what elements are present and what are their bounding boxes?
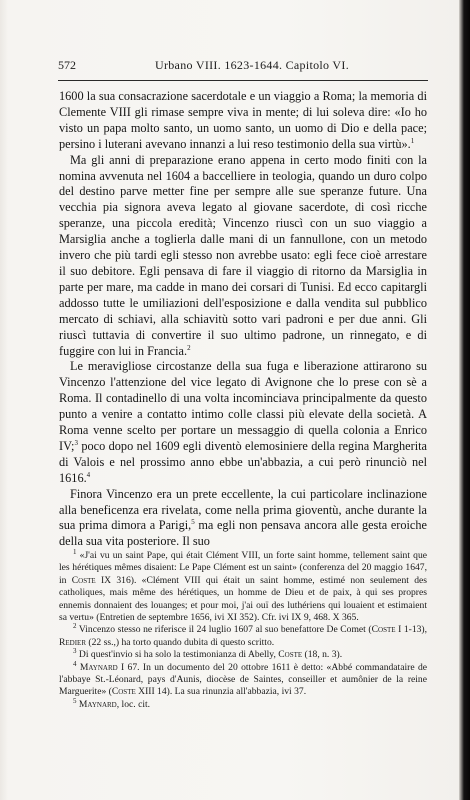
citation-author: Coste xyxy=(71,574,96,586)
paragraph-3-text-b: poco dopo nel 1609 egli diventò elemosiniere della regina Margherita di Valois e nel prossimo anno ebbe un'abbazia, a cui però rinunciò nel 1616. xyxy=(59,438,427,485)
body-text xyxy=(59,89,427,550)
paragraph-3-text-a: Le meravigliose circostanze della sua fuga e liberazione attirarono su Vincenzo l'attenzione del vice legato di Avignone che lo prese con sè a Roma. Il contadinello di una volta incominciava principalmente da questo punto a venire a contatto intimo colle classi più elevate della società. A Roma venne scelto per portare un messaggio di quella colonia a Enrico IV; xyxy=(59,359,427,453)
book-spine-edge xyxy=(459,0,470,800)
paragraph-4 xyxy=(59,487,427,551)
footnote-text: XIII 14). La sua rinunzia all'abbazia, ivi 37. xyxy=(135,686,307,698)
citation-author: Coste xyxy=(371,624,396,636)
footnote-text: Vincenzo stesso ne riferisce il 24 luglio 1607 al suo benefattore De Comet ( xyxy=(76,624,372,636)
footnote-number: 4 xyxy=(73,659,77,668)
paragraph-1 xyxy=(59,89,427,153)
footnote-text: IX 316). «Clément VIII qui était un saint homme, estimé non seulement des catholiques, mais même des hérétiques, un homme de Dieu et de paix, à qui ses propres ennemis donnaient des louanges; et pour moi, j'ai ouï des luthériens qui louaient et estimaient sa vertu» (Entretien de septembre 1656, ivi XI 352). Cfr. ivi IX 9, 468. X 365. xyxy=(59,574,427,624)
citation-author: Maynard xyxy=(79,661,118,673)
paragraph-4-text-b: ma egli non pensava ancora alle gesta eroiche della sua vita posteriore. Il suo xyxy=(59,518,427,549)
citation-author: Maynard xyxy=(78,698,117,710)
footnote-number: 2 xyxy=(73,622,77,631)
paragraph-3 xyxy=(59,359,427,486)
footnote-text: Di quest'invio si ha solo la testimonianza di Abelly, xyxy=(76,649,279,661)
footnote-number: 3 xyxy=(73,647,77,656)
paragraph-2 xyxy=(59,153,427,360)
footnote-ref: 1 xyxy=(410,136,415,145)
footnote-text: I 67. In un documento del 20 ottobre 1611 è detto: «Abbé commandataire de l'abbaye St.-Léonard, pays d'Aunis, diocèse de Saintes, conseiller et aumônier de la reine Marguerite» ( xyxy=(59,661,427,698)
footnotes xyxy=(59,547,428,711)
header-rule xyxy=(58,80,428,81)
citation-author: Coste xyxy=(278,649,303,661)
paragraph-2-text: Ma gli anni di preparazione erano appena in certo modo finiti con la nomina avvenuta nel 1604 a baccelliere in teologia, quando un duro colpo del destino parve metter fine per sempre alle sue speranze future. Una vecchia pia signora aveva legato al giovane sacerdote, di così ricche speranze, una piccola eredità; Vincenzo riuscì con un suo viaggio a Marsiglia anche a toglierla dalle mani di un fannullone, con un metodo invero che più tardi egli stesso non avrebbe usato: egli fece cioè arrestare il suo debitore. Egli pensava di fare il viaggio di ritorno da Marsiglia in parte per mare, ma cadde in mano dei corsari di Tunisi. Ed ecco capitargli addosso tutte le umiliazioni dell'esposizione e dalla vendita sul pubblico mercato di schiavi, alla schiavitù sotto vari padroni e per due anni. Gli riuscì tuttavia di convertire il suo ultimo padrone, un rinnegato, e di fuggire con lui in Francia. xyxy=(59,152,427,358)
footnote-1 xyxy=(59,547,427,624)
page-number: 572 xyxy=(58,58,76,72)
footnote-ref: 2 xyxy=(187,343,191,352)
page-header xyxy=(58,58,426,74)
footnote-text: (18, n. 3). xyxy=(302,649,343,661)
footnote-text: «J'ai vu un saint Pape, qui était Clément VIII, un forte saint homme, tellement saint que les hérétiques mêmes disaient: Le Pape Clément est un saint» (conferenza del 20 maggio 1647, in xyxy=(59,550,427,586)
citation-author: Redier xyxy=(59,636,87,648)
footnote-ref: 4 xyxy=(86,470,91,479)
running-head: Urbano VIII. 1623-1644. Capitolo VI. xyxy=(155,58,349,72)
footnote-text: , loc. cit. xyxy=(116,698,151,710)
citation-author: Coste xyxy=(111,686,136,698)
footnote-5 xyxy=(59,696,427,711)
footnote-ref: 5 xyxy=(191,518,195,527)
footnote-number: 5 xyxy=(73,696,77,705)
footnote-number: 1 xyxy=(73,547,77,556)
footnote-4 xyxy=(59,659,427,699)
footnote-text: I 1-13), xyxy=(395,624,428,636)
paragraph-4-text-a: Finora Vincenzo era un prete eccellente, la cui particolare inclinazione alla beneficenza era rivelata, come nella prima gioventù, anche durante la sua prima dimora a Parigi, xyxy=(59,486,427,533)
paragraph-1-text: 1600 la sua consacrazione sacerdotale e un viaggio a Roma; la memoria di Clemente VIII gli rimase sempre viva in mente; di lui soleva dire: «Io ho visto un papa molto santo, un uomo santo, un uomo di Dio e della pace; persino i luterani avevano innanzi a lui reso testimonio della sua virtù». xyxy=(59,89,427,151)
footnote-text: (22 ss.,) ha torto quando dubita di questo scritto. xyxy=(86,636,275,648)
footnote-2 xyxy=(59,624,427,649)
footnote-ref: 3 xyxy=(74,438,78,447)
footnote-3 xyxy=(59,649,427,661)
